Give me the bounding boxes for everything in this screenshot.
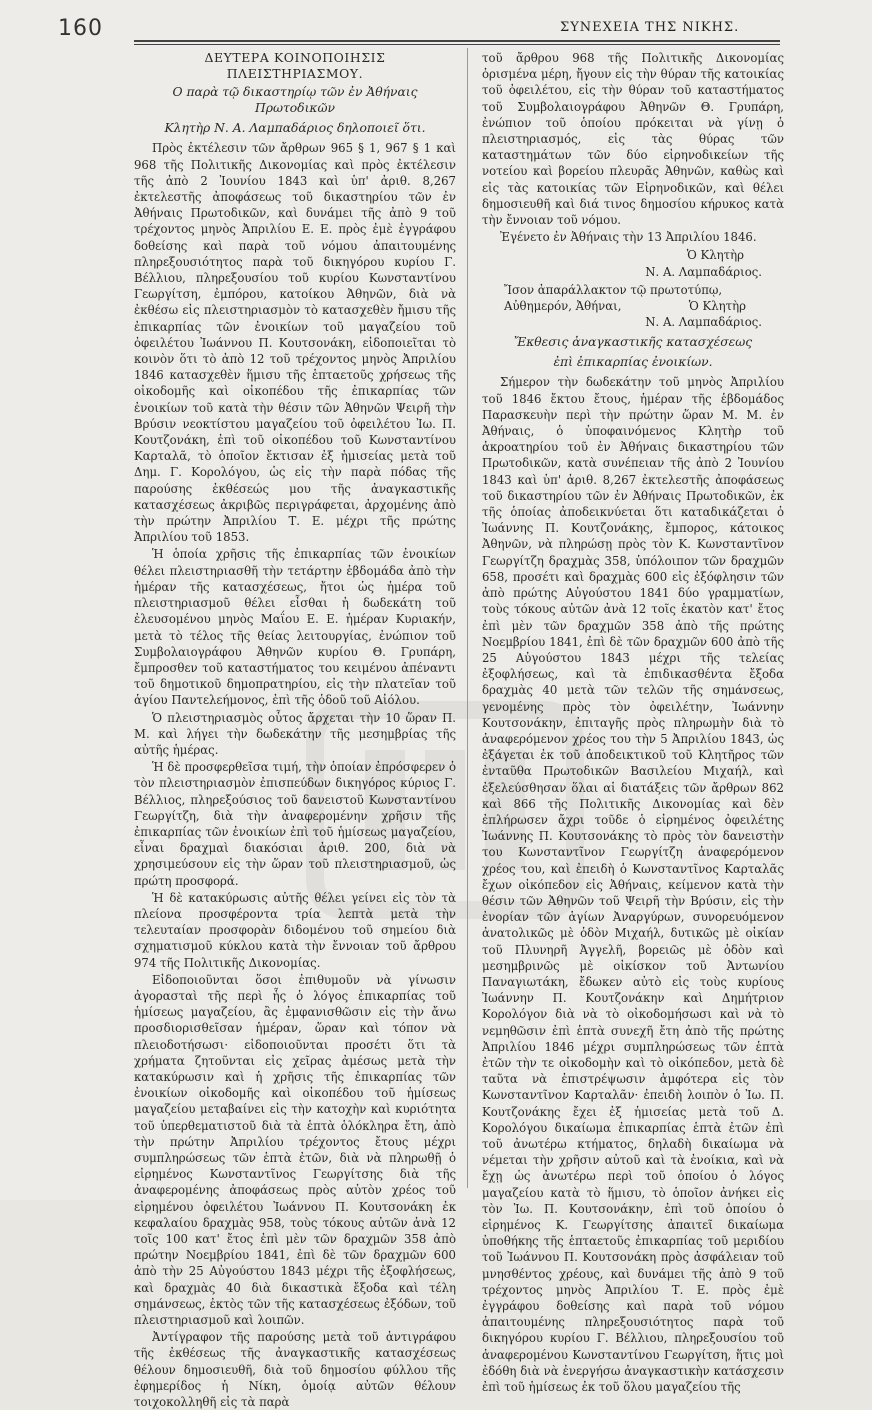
header-rule (134, 40, 780, 45)
left-column (134, 50, 456, 1410)
signature-block (482, 247, 784, 279)
copy-note: Ἴσον ἀπαράλλακτον τῷ πρωτοτύπῳ, (504, 282, 723, 297)
paragraph: Ἡ ὁποία χρῆσις τῆς ἐπικαρπίας τῶν ἐνοικίων θέλει πλειστηριασθῆ τὴν τετάρτην ἑβδομάδα ἀπὸ τὴν ἡμέραν τῆς κατασχέσεως, ἤτοι ὡς ἡμέρα τοῦ πλειστηριασμοῦ θέλει εἶσθαι ἡ δωδεκάτη τοῦ ἐλευσομένου μηνὸς Μαΐου Ε. Ε. ἡμέραν Κυριακήν, μετὰ τὸ τέλος τῆς θείας λειτουργίας, ἐνώπιον τοῦ Συμβολαιογράφου Ἀθηνῶν κυρίου Θ. Γρυπάρη, ἔμπροσθεν τοῦ καταστήματος του κειμένου ἀπέναντι τοῦ δημοτικοῦ δημοπρατηρίου, εἰς τὴν πλατεῖαν τοῦ ἁγίου Παντελεήμονος, ἐπὶ τῆς ὁδοῦ τοῦ Αἰόλου. (134, 547, 456, 708)
paragraph: Σήμερον τὴν δωδεκάτην τοῦ μηνὸς Ἀπριλίου τοῦ 1846 ἔκτου ἔτους, ἡμέραν τῆς ἑβδομάδος Παρασκευὴν περὶ τὴν πρώτην ὥραν Μ. Μ. ἐν Ἀθήναις, ὁ ὑποφαινόμενος Κλητὴρ τοῦ ἀκροατηρίου τοῦ ἐν Ἀθήναις δικαστηρίου τῶν Πρωτοδικῶν, κατὰ συνέπειαν τῆς ἀπὸ 2 Ἰουνίου 1843 καὶ ὑπ' ἀριθ. 8,267 ἐκτελεστῆς ἀποφάσεως τοῦ δικαστηρίου τῶν ἐν Ἀθήναις Πρωτοδικῶν, ἐκ τῆς ὁποίας ἀποδεικνύεται ὅτι καταδικάζεται ὁ Ἰωάννης Π. Κουτζονάκης, ἔμπορος, κάτοικος Ἀθηνῶν, νὰ πληρώσῃ πρὸς τὸν Κ. Κωνσταντῖνον Γεωργίτζη δραχμὰς 358, ὑπόλοιπον τῶν δραχμῶν 658, προσέτι καὶ δραχμὰς 600 εἰς ἐξόφλησιν τῶν ἀπὸ πρώτης Αὐγούστου 1841 δύο γραμματίων, τοὺς τόκους αὐτῶν ἀνὰ 12 τοῖς ἑκατὸν κατ' ἔτος ἐπὶ μὲν τῶν δραχμῶν 358 ἀπὸ τῆς πρώτης Νοεμβρίου 1841, ἐπὶ δὲ τῶν δραχμῶν 600 ἀπὸ τῆς 25 Αὐγούστου 1843 μέχρι τῆς τελείας ἐξοφλήσεως, καὶ τὰ ἐπιδικασθέντα ἔξοδα δραχμὰς 40 μετὰ τῶν τελῶν τῆς σημάνσεως, γενομένης πρὸς τὸν ὀφειλέτην, Ἰωάννην Κουτσονάκην, ἐπιταγῆς πρὸς πληρωμὴν διὰ τὸ ἀναφερόμενον χρέος του τὴν 5 Ἀπριλίου 1843, ὡς ἐξάγεται ἐκ τοῦ ἀποδεικτικοῦ τοῦ Κλητῆρος τῶν ἐνταῦθα Πρωτοδικῶν Βασιλείου Μιχαήλ, καὶ ἐξελεύσθησαν ὅλαι αἱ διατάξεις τῶν ἄρθρων 862 καὶ 866 τῆς Πολιτικῆς Δικονομίας καὶ δὲν ἐπλήρωσεν ἄχρι τοῦδε ὁ εἰρημένος ὀφειλέτης Ἰωάννης Π. Κουτσονάκης τὸ πρὸς τὸν δανειστὴν του Κωνσταντῖνον Γεωργίτζη ἀναφερόμενον χρέος του, καὶ ἐπειδὴ ὁ Κωνσταντῖνος Καρταλᾶς ἔχων οἰκόπεδον εἰς Ἀθήναις, κείμενον κατὰ τὴν θέσιν τῶν Ἀθηνῶν τοῦ Ψειρῆ τὴν Βρύσιν, εἰς τὴν ἐνορίαν τῶν ἁγίων Ἀναργύρων, συνορευόμενον ἀνατολικῶς μὲ ὁδὸν Μιχαήλ, δυτικῶς μὲ οἰκίαν τοῦ Πλυνηρῆ Ἀγγελῆ, βορειῶς μὲ ὁδὸν καὶ μεσημβρινῶς μὲ οἰκίσκον τοῦ Ἀντωνίου Παναγιωτάκη, ἔδωκεν αὐτὸ εἰς τοὺς κυρίους Ἰωάννην Π. Κουτζονάκην καὶ Δημήτριον Κορολόγον διὰ νὰ τὸ οἰκοδομήσωσι καὶ νὰ τὸ νεμηθῶσιν ἐπὶ ἑπτὰ συνεχῆ ἔτη ἀπὸ τῆς πρώτης Ἀπριλίου 1846 μέχρι συμπληρώσεως τῶν ἑπτὰ ἐτῶν τὴν τε οἰκοδομὴν καὶ τὸ οἰκόπεδον, μετὰ δὲ ταῦτα νὰ ἐπιστρέψωσιν ἀμφότερα εἰς τὸν Κωνσταντῖνον Καρταλᾶν· ἐπειδὴ λοιπὸν ὁ Ἰω. Π. Κουτζονάκης ἔχει ἐξ ἡμισείας μετὰ τοῦ Δ. Κορολόγου δικαίωμα ἐπικαρπίας ἑπτὰ ἐτῶν ἐπὶ τοῦ ἀνωτέρω κτήματος, δηλαδὴ δικαίωμα νὰ νέμεται τὴν χρῆσιν αὐτοῦ καὶ τὰ ἐνοίκια, καὶ νὰ ἔχῃ ὡς ἀνωτέρω περὶ τοῦ ὁποίου ὁ λόγος μαγαζείου κατὰ τὸ ἥμισυ, τὸ ὁποῖον ἀνήκει εἰς τὸν Ἰω. Π. Κουτσονάκην, ἐπὶ τοῦ ὁποίου ὁ εἰρημένος Κ. Γεωργίτσης ἀπαιτεῖ δικαίωμα ὑποθήκης τῆς ἑπταετοῦς ἐπικαρπίας τοῦ μεριδίου τοῦ Ἰωάννου Π. Κουτσονάκη πρὸς ἀσφάλειαν τοῦ μνησθέντος χρέους, καὶ δυνάμει τῆς ἀπὸ 9 τοῦ τρέχοντος μηνὸς Ἀπριλίου Τ. Ε. πρὸς ἐμὲ ἐγγράφου δοθείσης καὶ παρὰ τοῦ νόμου ἀπαιτουμένης πληρεξουσιότητος παρὰ τοῦ δικηγόρου κυρίου Γ. Βέλλιου, πληρεξουσίου τοῦ ἀναφερομένου Κωνσταντίνου Γεωργίτση, ἥτις μοὶ ἐδόθη διὰ νὰ ἐνεργήσω ἀναγκαστικὴν κατάσχεσιν ἐπὶ τοῦ ἡμίσεως ἐκ τοῦ ὅλου μαγαζείου τῆς (482, 375, 784, 1395)
paragraph: Εἰδοποιοῦνται ὅσοι ἐπιθυμοῦν νὰ γίνωσιν ἀγορασταὶ τῆς περὶ ἧς ὁ λόγος ἐπικαρπίας τοῦ ἡμίσεως μαγαζείου, ἂς ἐμφανισθῶσιν εἰς τὴν ἄνω προσδιορισθεῖσαν ἡμέραν, ὥραν καὶ τόπον νὰ πλειοδοτήσωσι· εἰδοποιοῦνται προσέτι ὅτι τὰ χρήματα ζητοῦνται εἰς χεῖρας ἀμέσως μετὰ τὴν κατακύρωσιν καὶ ἡ χρῆσις τῆς ἐπικαρπίας τῶν ἐνοικίων οἰκοδομῆς καὶ οἰκοπέδου τοῦ ἡμίσεως μαγαζείου μεταβαίνει εἰς τὴν κατοχὴν καὶ κυριότητα τοῦ ὑπερθεματιστοῦ διὰ τὰ ἑπτὰ ὁλόκληρα ἔτη, ἀπὸ τὴν πρώτην Ἀπριλίου τρέχοντος ἔτους μέχρι συμπληρώσεως τῶν ἑπτὰ ἐτῶν, διὰ νὰ πληρωθῇ ὁ εἰρημένος Κωνσταντῖνος Γεωργίτσης διὰ τῆς ἀναφερομένης ἀποφάσεως πρὸς αὐτὸν χρέος τοῦ εἰρημένου ὀφειλέτου Ἰωάννου Π. Κουτσονάκη ἐκ κεφαλαίου δραχμὰς 958, τοὺς τόκους αὐτῶν ἀνὰ 12 τοῖς 100 κατ' ἔτος ἐπὶ μὲν τῶν δραχμῶν 358 ἀπὸ πρώτην Νοεμβρίου 1841, ἐπὶ δὲ τῶν δραχμῶν 600 ἀπὸ τὴν 25 Αὐγούστου 1843 μέχρι τῆς ἐξοφλήσεως, καὶ δραχμὰς 40 διὰ δικαστικὰ ἔξοδα καὶ τέλη σημάνσεως, ἐκτὸς τῶν τῆς κατασχέσεως ἐξόδων, τοῦ πλειστηριασμοῦ καὶ λοιπῶν. (134, 972, 456, 1328)
notice-subheading-2: Κλητὴρ Ν. Α. Λαμπαδάριος δηλοποιεῖ ὅτι. (164, 121, 426, 136)
date-line: Ἐγένετο ἐν Ἀθήναις τὴν 13 Ἀπριλίου 1846. (500, 230, 757, 245)
paragraph: Πρὸς ἐκτέλεσιν τῶν ἄρθρων 965 § 1, 967 § 1 καὶ 968 τῆς Πολιτικῆς Δικονομίας καὶ πρὸς ἐκτέλεσιν τῆς ἀπὸ 2 Ἰουνίου 1843 καὶ ὑπ' ἀριθ. 8,267 ἐκτελεστῆς ἀποφάσεως τοῦ δικαστηρίου τῶν ἐν Ἀθήναις Πρωτοδικῶν, καὶ δυνάμει τῆς ἀπὸ 9 τοῦ τρέχοντος μηνὸς Ἀπριλίου Ε. Ε. πρὸς ἐμὲ ἐγγράφου δοθείσης καὶ παρὰ τοῦ νόμου ἀπαιτουμένης πληρεξουσιότητος παρὰ τοῦ δικηγόρου κυρίου Γ. Βέλλιου, πληρεξουσίου τοῦ κυρίου Κωνσταντίνου Γεωργίτση, ἐμπόρου, κατοίκου Ἀθηνῶν, διὰ νὰ ἐκθέσω εἰς πλειστηριασμὸν τὸ κατασχεθὲν ἤμισυ τῆς ἐπικαρπίας τῶν ἐνοικίων τοῦ μαγαζείου τοῦ ὀφειλέτου Ἰωάννου Π. Κουτσονάκη, εἰδοποιεῖται τὸ κοινὸν ὅτι τὸ ἀπὸ 12 τοῦ τρέχοντος μηνὸς Ἀπριλίου 1846 κατασχεθὲν ἥμισυ τῆς ἑπταετοῦς χρήσεως τῆς οἰκοδομῆς καὶ οἰκοπέδου τῆς ἐπικαρπίας τῶν ἐνοικίων τοῦ κατὰ τὴν θέσιν τῶν Ἀθηνῶν Ψειρῆ τὴν Βρύσιν νεοκτίστου μαγαζείου τοῦ ὀφειλέτου Ἰω. Π. Κουτζονάκη, ἐπὶ τοῦ οἰκοπέδου τοῦ Κωνσταντίνου Καρταλᾶ, τὸ ὁποῖον ἔκτισαν ἐξ ἡμισείας μετὰ τοῦ Δημ. Γ. Κορολόγου, ὡς εἰς τὴν παρὰ πόδας τῆς παρούσης ἐκθέσεώς μου τῆς ἀναγκαστικῆς κατασχέσεως ἀκριβῶς περιγράφεται, ἀρχομένης ἀπὸ τὴν πρώτην Ἀπριλίου Τ. Ε. μέχρι τῆς πρώτης Ἀπριλίου τοῦ 1853. (134, 141, 456, 545)
copy-place: Αὐθημερόν, Ἀθήναι, (504, 299, 622, 314)
paragraph: Ὁ πλειστηριασμὸς οὗτος ἄρχεται τὴν 10 ὥραν Π. Μ. καὶ λήγει τὴν δωδεκάτην τῆς μεσημβρίας τῆς αὐτῆς ἡμέρας. (134, 710, 456, 757)
copy-signature-name: Ν. Α. Λαμπαδάριος. (645, 315, 762, 330)
right-column (482, 50, 784, 1395)
signature-title: Ὁ Κλητὴρ (686, 248, 744, 263)
copy-certification (482, 282, 784, 331)
running-head: ΣΥΝΕΧΕΙΑ ΤΗΣ ΝΙΚΗΣ. (560, 20, 740, 35)
paragraph: Ἡ δὲ προσφερθεῖσα τιμή, τὴν ὁποίαν ἐπρόσφερεν ὁ τὸν πλειστηριασμὸν ἐπισπεύδων δικηγόρος κύριος Γ. Βέλλιος, πληρεξούσιος τοῦ δανειστοῦ Κωνσταντίνου Γεωργίτζη, διὰ τὴν ἀναφερομένην χρῆσιν τῆς ἐπικαρπίας τῶν ἐνοικίων ἐπὶ τοῦ ἡμίσεως μαγαζείου, εἶναι δραχμαὶ διακόσιαι ἀριθ. 200, διὰ νὰ χρησιμεύσουν εἰς τὴν ὥραν τοῦ πλειστηριασμοῦ, ὡς πρώτη προσφορά. (134, 760, 456, 888)
section-title-1: Ἔκθεσις ἀναγκαστικῆς κατασχέσεως (513, 335, 753, 350)
column-divider (467, 48, 468, 1188)
paragraph-continued: τοῦ ἄρθρου 968 τῆς Πολιτικῆς Δικονομίας ὁρισμένα μέρη, ἤγουν εἰς τὴν θύραν τῆς κατοικίας τοῦ ὀφειλέτου, εἰς τὴν θύραν τοῦ καταστήματος τοῦ Συμβολαιογράφου Ἀθηνῶν Θ. Γρυπάρη, ἐνώπιον τοῦ ὁποίου πρόκειται νὰ γίνῃ ὁ πλειστηριασμός, εἰς τὰς θύρας τῶν καταστημάτων τῶν δύο εἰρηνοδικείων τῆς νοτείου καὶ βορείου πλευρᾶς Ἀθηνῶν, καθὼς καὶ εἰς τὰς κατοικίας τῶν Εἰρηνοδικῶν, καὶ θέλει δημοσιευθῆ καὶ διά τινος δημοσίου κήρυκος κατὰ τὴν ἔννοιαν τοῦ νόμου. (482, 51, 784, 228)
notice-heading: ΔΕΥΤΕΡΑ ΚΟΙΝΟΠΟΙΗΣΙΣ ΠΛΕΙΣΤΗΡΙΑΣΜΟΥ. (204, 50, 386, 82)
section-title-2: ἐπὶ ἐπικαρπίας ἐνοικίων. (553, 355, 713, 370)
copy-line (482, 298, 784, 314)
paragraph: Ἡ δὲ κατακύρωσις αὐτῆς θέλει γείνει εἰς τὸν τὰ πλείονα προσφέροντα τρία λεπτὰ μετὰ τὴν τελευταίαν προσφορὰν διδομένου τοῦ σημείου διὰ σχηματισμοῦ κύκλου κατὰ τὴν ἔννοιαν τοῦ ἄρθρου 974 τῆς Πολιτικῆς Δικονομίας. (134, 890, 456, 970)
copy-signature-title: Ὁ Κλητὴρ (688, 299, 746, 314)
signature-name: Ν. Α. Λαμπαδάριος. (645, 264, 762, 279)
page-number: 160 (58, 16, 103, 41)
paragraph: Ἀντίγραφον τῆς παρούσης μετὰ τοῦ ἀντιγράφου τῆς ἐκθέσεως τῆς ἀναγκαστικῆς κατασχέσεως θέλουν δημοσιευθῆ, διὰ τοῦ δημοσίου φύλλου τῆς ἐφημερίδος ἡ Νίκη, ὁμοίᾳ αὐτῶν θέλουν τοιχοκολληθῆ εἰς τὰ παρὰ (134, 1330, 456, 1410)
notice-subheading-1: Ο παρὰ τῷ δικαστηρίῳ τῶν ἐν Ἀθήναις Πρωτοδικῶν (172, 85, 418, 116)
